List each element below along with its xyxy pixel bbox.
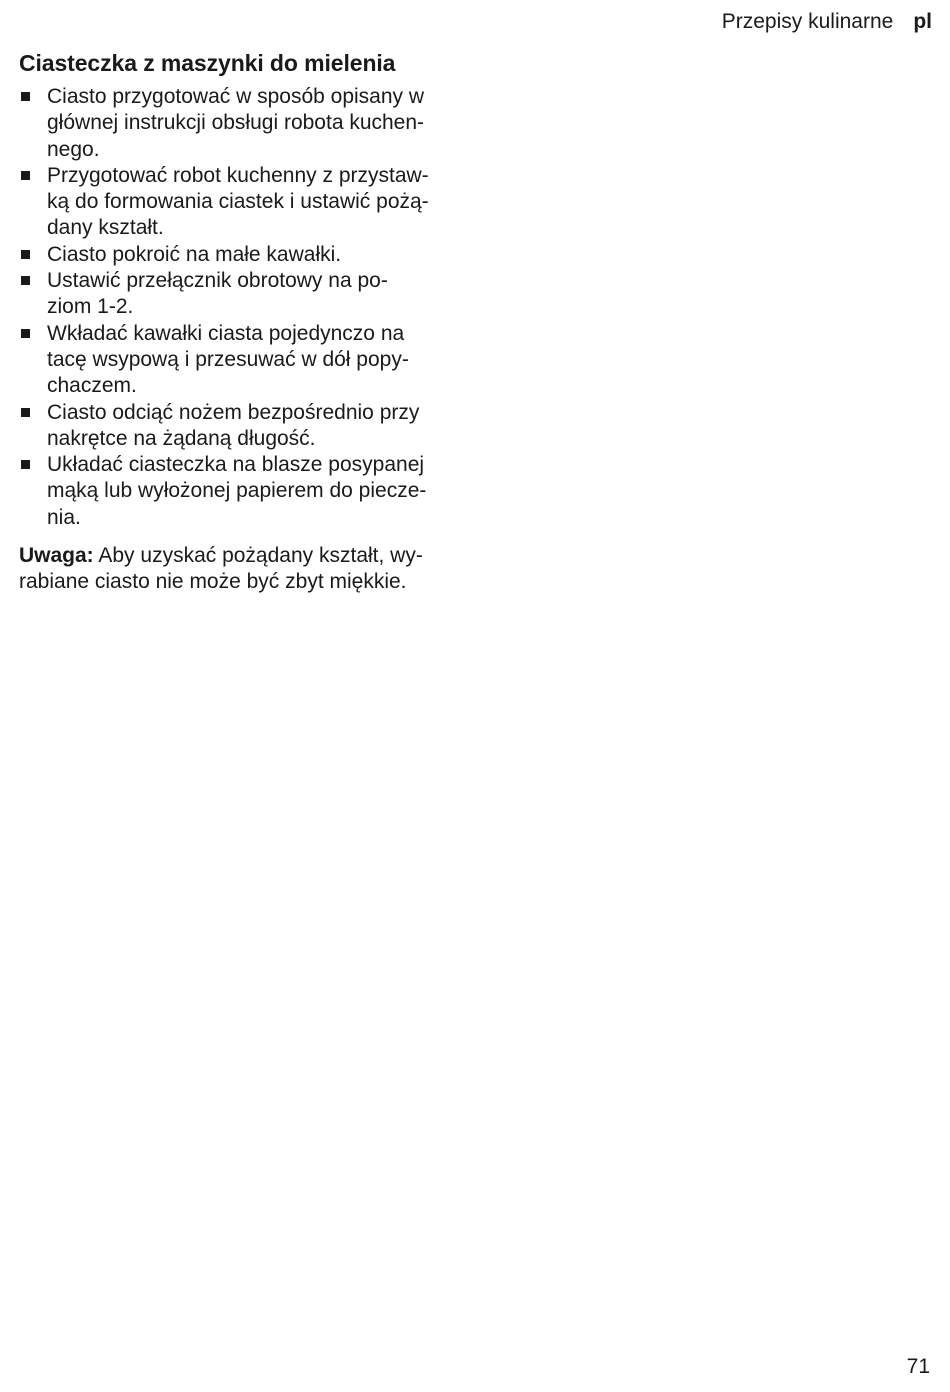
list-item [19,452,469,531]
step-text: Wkładać kawałki ciasta pojedynczo na tacę wsypową i przesuwać w dół popy- chaczem. [47,321,409,398]
list-item [19,163,469,242]
list-item [19,400,469,453]
step-text: Układać ciasteczka na blasze posypanej mąką lub wyłożonej papierem do piecze- nia. [47,453,427,529]
step-text: Przygotować robot kuchenny z przystaw- ką do formowania ciastek i ustawić pożą- dany kształt. [47,163,429,240]
step-text: Ciasto odciąć nożem bezpośrednio przy nakrętce na żądaną długość. [47,400,420,450]
step-text: Ustawić przełącznik obrotowy na po- ziom 1-2. [47,269,388,319]
square-bullet-icon [21,250,30,259]
section-name: Przepisy kulinarne [721,10,894,33]
running-header [722,9,932,35]
list-item [19,242,469,268]
square-bullet-icon [21,92,30,101]
language-code: pl [913,10,932,33]
recipe-title: Ciasteczka z maszynki do mielenia [19,50,396,76]
list-item [19,321,469,400]
square-bullet-icon [21,329,30,338]
step-text: Ciasto pokroić na małe kawałki. [47,242,342,266]
note [19,543,469,596]
square-bullet-icon [21,276,30,285]
step-text: Ciasto przygotować w sposób opisany w głównej instrukcji obsługi robota kuchen- nego. [47,85,425,161]
steps-list [19,84,469,531]
list-item [19,268,469,321]
square-bullet-icon [21,171,30,180]
recipe-section [19,49,469,596]
note-text: Aby uzyskać pożądany kształt, wy- rabiane ciasto nie może być zbyt miękkie. [19,544,423,594]
note-label: Uwaga: [19,544,94,568]
square-bullet-icon [21,408,30,417]
page-number: 71 [906,1355,930,1378]
list-item [19,84,469,163]
square-bullet-icon [21,460,30,469]
